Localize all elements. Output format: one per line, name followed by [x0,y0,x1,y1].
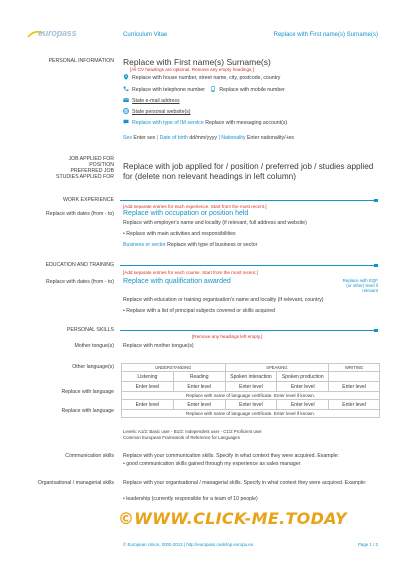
group-understanding: UNDERSTANDING [122,364,226,372]
cv-title: Curriculum Vitae [123,32,168,38]
lang1-listening[interactable]: Enter level [122,382,174,392]
work-employer: Replace with employer's name and locality (if relevant, full address and website) [123,220,307,226]
lang2-spoken-interaction[interactable]: Enter level [225,400,277,410]
im-line [123,119,287,126]
lang1-reading[interactable]: Enter level [173,382,225,392]
nationality-label: Nationality [221,135,246,141]
work-sector [123,242,257,248]
group-writing: WRITING [329,364,380,372]
section-personal-information: PERSONAL INFORMATION [48,58,114,64]
communication-skills-text: Replace with your communication skills. Specify in what context they were acquired. Example: [123,453,339,459]
education-dates: Replace with dates (from - to) [45,279,114,285]
lang1-certificate: Replace with name of language certificate. Enter level if known. [122,392,380,400]
job-applied-text: Replace with job applied for / position / preferred job / studies applied for (delete non relevant headings in left column) [123,162,374,181]
logo-word: europass [38,28,77,38]
lang2-certificate: Replace with name of language certificate. Enter level if known. [122,410,380,418]
europass-logo [26,27,86,41]
work-position: Replace with occupation or position held [123,210,249,217]
organisational-bullet-text: leadership (currently responsible for a team of 10 people) [126,496,258,502]
dob-label: Date of birth [159,135,188,141]
language-2-name: Replace with language [61,408,114,414]
job-label-1: JOB APPLIED FOR [68,156,114,162]
communication-skills-label: Communication skills [65,453,114,459]
other-languages-label: Other language(s) [72,364,114,370]
globe-icon [123,108,129,114]
communication-bullet-text: good communication skills gained through my experience as sales manager [126,461,301,467]
lang2-reading[interactable]: Enter level [173,400,225,410]
sector-label: Business or sector [123,242,166,248]
language-table [121,363,380,418]
footer-copyright: © European Union, 2002-2013 | http://europass.cedefop.europa.eu [123,542,254,547]
organisational-skills-text: Replace with your organisational / managerial skills. Specify in what context they were acquired. Example: [123,480,367,486]
group-speaking: SPEAKING [225,364,329,372]
section-education: EDUCATION AND TRAINING [45,262,114,268]
work-bullet: • Replace with main activities and responsibilities [123,231,236,237]
education-note: [Add separate entries for each course. Start from the most recent.] [123,270,258,275]
personal-details-line: Sex Enter sex | Date of birth dd/mm/yyyy | Nationality Enter nationality/-ies [123,135,294,141]
section-work-experience: WORK EXPERIENCE [62,197,114,203]
lang2-writing[interactable]: Enter level [329,400,380,410]
education-divider [120,265,378,266]
education-bullet: • Replace with a list of principal subjects covered or skills acquired [123,308,276,314]
work-dates: Replace with dates (from - to) [45,211,114,217]
phone-icon [123,86,129,92]
job-label-4: STUDIES APPLIED FOR [56,174,114,180]
sex-value: Enter sex [133,135,156,141]
skills-divider [120,330,378,331]
subhead-reading: Reading [173,372,225,382]
lang2-listening[interactable]: Enter level [122,400,174,410]
mother-tongue-label: Mother tongue(s) [74,343,114,349]
job-label-2: POSITION [89,162,114,168]
subhead-listening: Listening [122,372,174,382]
mobile-phone-icon [210,86,216,92]
communication-bullet: • good communication skills gained through my experience as sales manager [123,461,301,467]
phone-line [123,86,285,93]
watermark: ©WWW.CLICK-ME.TODAY [118,509,347,528]
lang1-writing[interactable]: Enter level [329,382,380,392]
eqf-level: Replace with EQF (or other) level if relevant [342,278,378,293]
location-pin-icon [123,74,129,80]
job-label-3: PREFERRED JOB [70,168,114,174]
lang1-spoken-production[interactable]: Enter level [277,382,329,392]
im-service: Replace with type of IM service [132,120,204,126]
address-line [123,74,280,81]
phone-text: Replace with telephone number [132,87,205,93]
optional-headings-note: [All CV headings are optional. Remove any empty headings.] [130,67,254,72]
sex-label: Sex [123,135,132,141]
envelope-icon [123,97,129,103]
section-personal-skills: PERSONAL SKILLS [66,327,114,333]
education-qualification: Replace with qualification awarded [123,278,231,285]
work-note: [Add separate entries for each experience. Start from the most recent.] [123,204,267,209]
sector-value: Replace with type of business or sector [167,242,258,248]
lang1-spoken-interaction[interactable]: Enter level [225,382,277,392]
work-divider [120,200,378,201]
mother-tongue-value: Replace with mother tongue(s) [123,343,194,349]
lang2-spoken-production[interactable]: Enter level [277,400,329,410]
footer-page-number: Page 1 / 2 [357,542,378,547]
website-link[interactable]: State personal website(s) [132,109,191,115]
skills-note: [Remove any headings left empty.] [192,334,263,339]
education-organisation: Replace with education or training organisation's name and locality (if relevant, country) [123,297,324,303]
organisational-bullet: • leadership (currently responsible for a team of 10 people) [123,496,258,502]
language-1-name: Replace with language [61,389,114,395]
email-link[interactable]: State e-mail address [132,98,180,104]
subhead-spoken-production: Spoken production [277,372,329,382]
website-line [123,108,191,115]
nationality-value: Enter nationality/-ies [246,135,294,141]
levels-note: Levels: A1/2: Basic user - B1/2: Independent user - C1/2 Proficient user [123,429,262,434]
header-name: Replace with First name(s) Surname(s) [273,32,378,38]
mobile-text: Replace with mobile number [219,87,285,93]
email-line [123,97,180,104]
work-bullet-text: Replace with main activities and responsibilities [126,231,236,237]
im-account: Replace with messaging account(s) [205,120,288,126]
cefr-framework: Common European Framework of Reference for Languages [123,435,240,440]
chat-bubble-icon [123,119,129,125]
dob-value: dd/mm/yyyy [189,135,217,141]
organisational-skills-label: Organisational / managerial skills [37,480,114,486]
education-bullet-text: Replace with a list of principal subjects covered or skills acquired [126,308,276,314]
full-name: Replace with First name(s) Surname(s) [123,57,271,67]
subhead-spoken-interaction: Spoken interaction [225,372,277,382]
address-text: Replace with house number, street name, city, postcode, country [132,75,281,81]
